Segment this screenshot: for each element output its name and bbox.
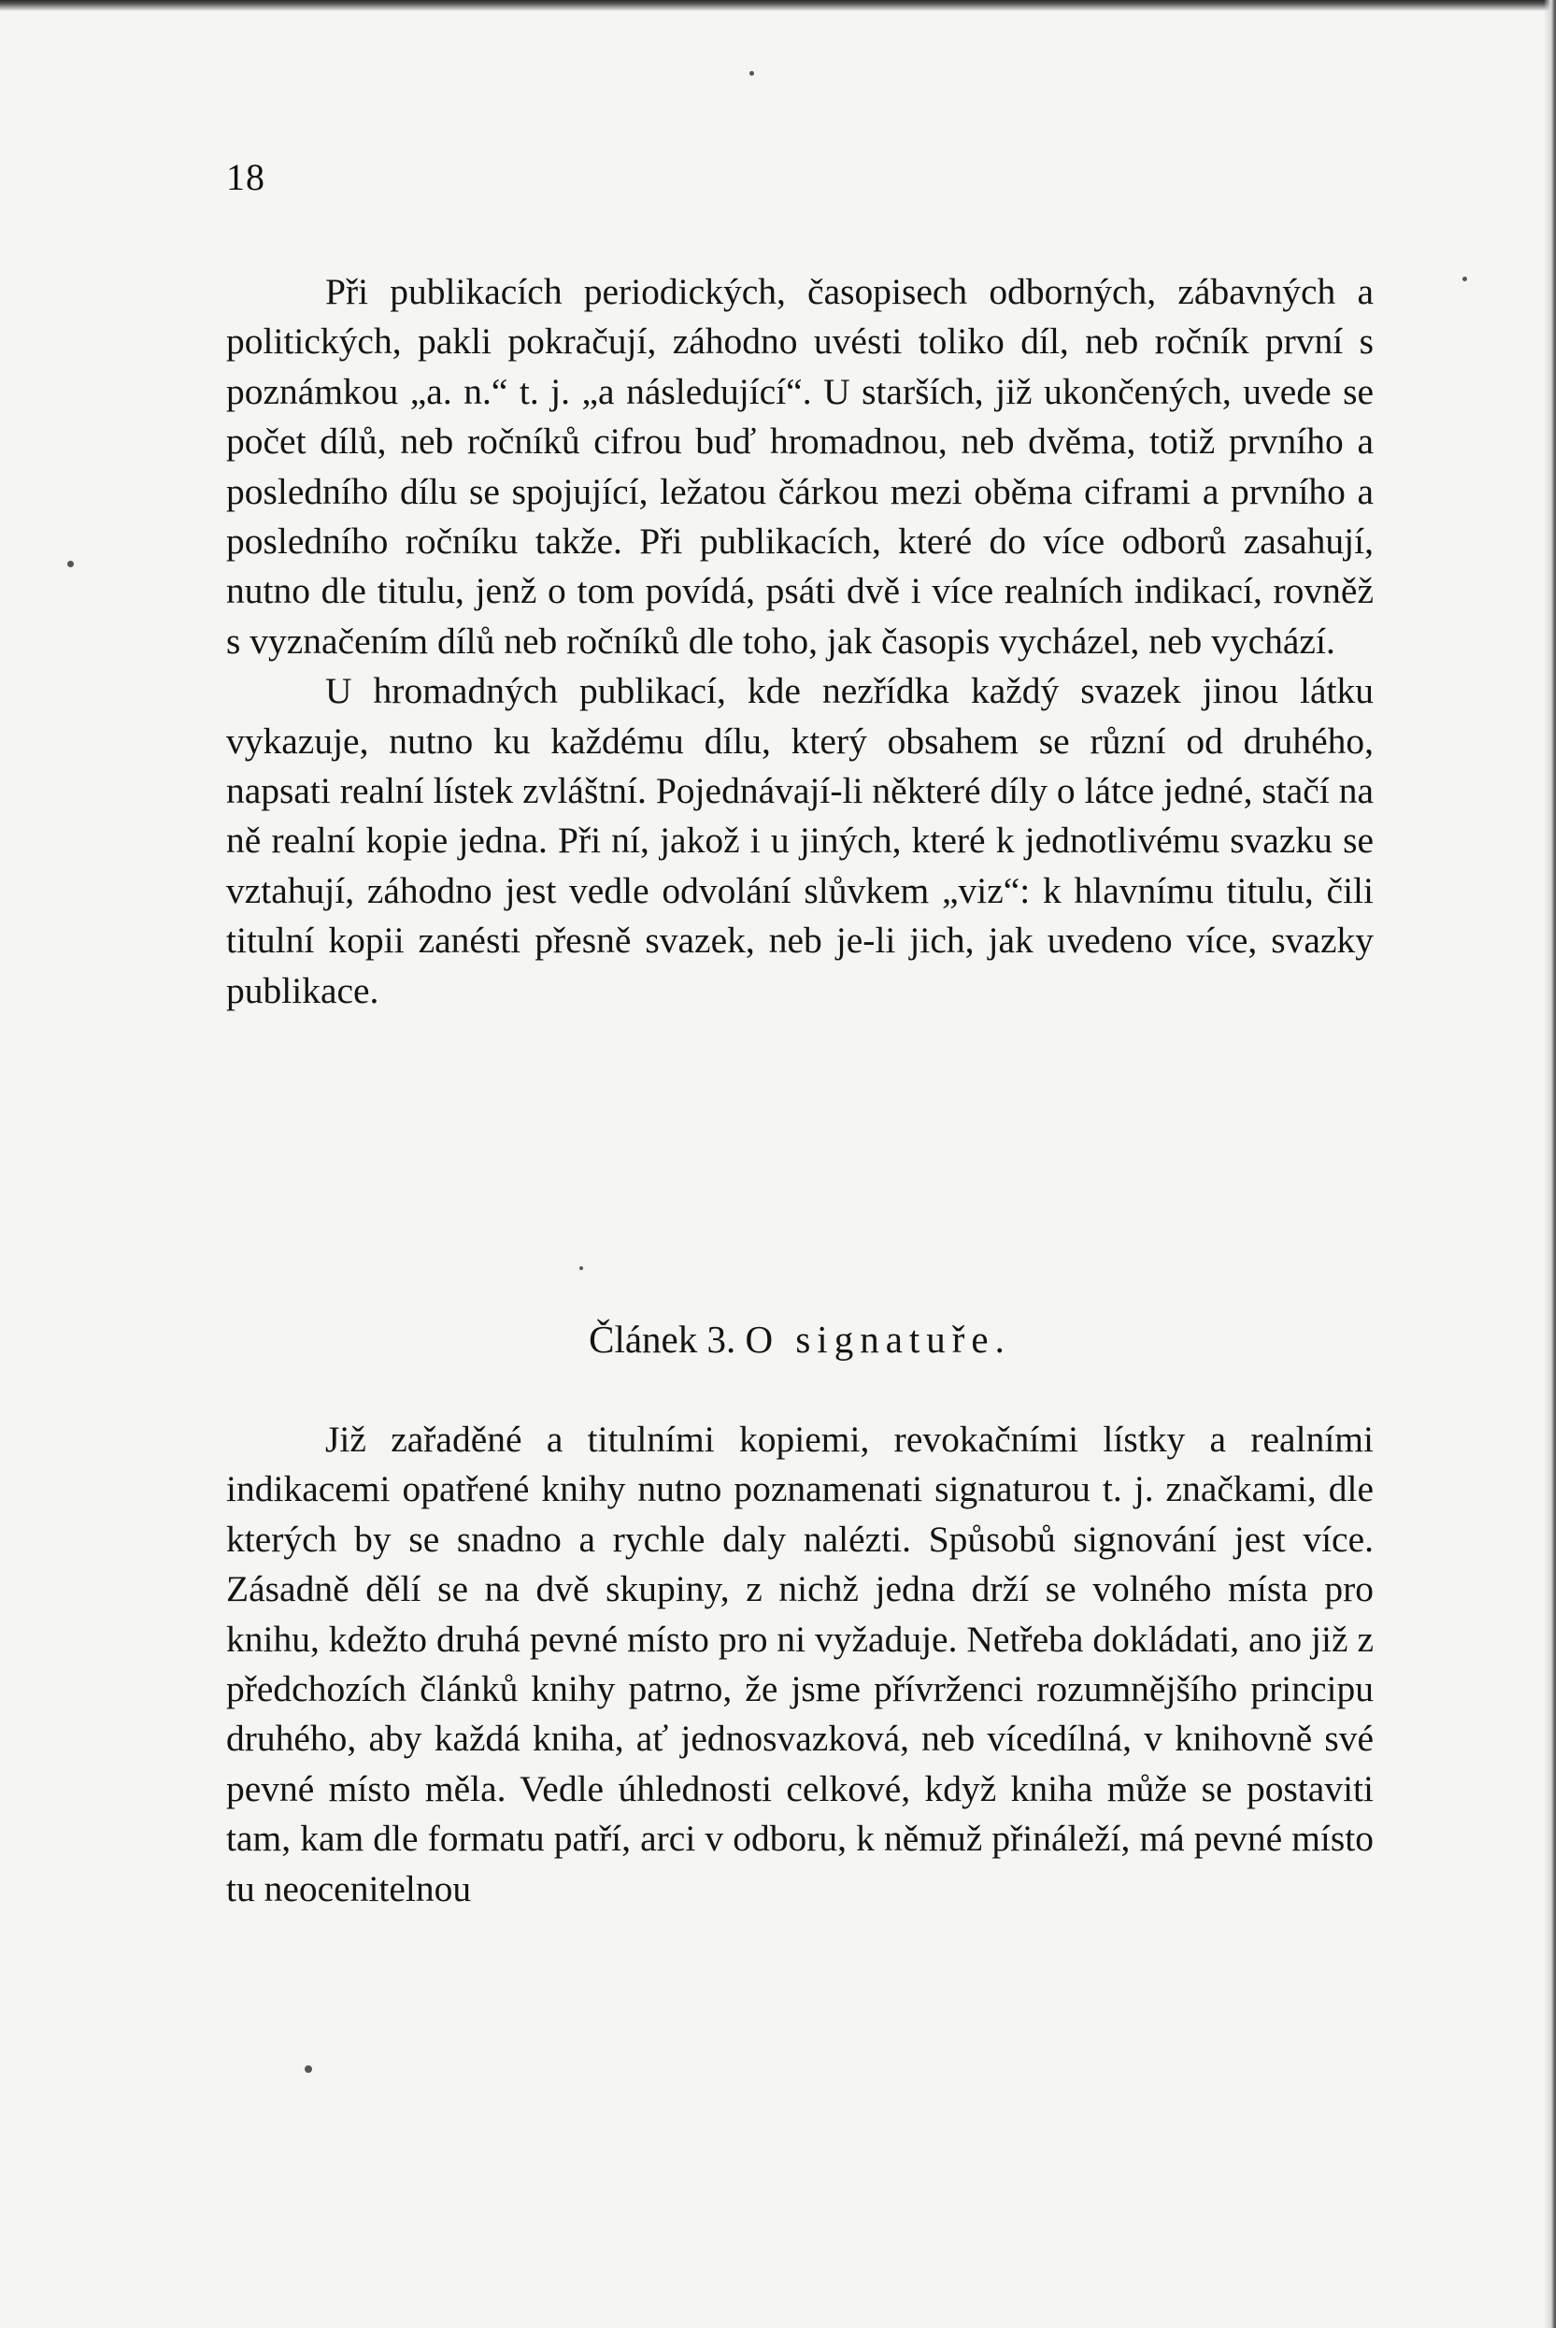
paragraph: Již zařaděné a titulními kopiemi, revokačními lístky a realními indikacemi opatřené knihy nutno poznamenati signaturou t. j. značkami, dle kterých by se snadno a rychle daly nalézti. Spůsobů signování jest více. Zásadně dělí se na dvě skupiny, z nichž jedna drží se volného místa pro knihu, kdežto druhá pevné místo pro ni vyžaduje. Netřeba dokládati, ano již z předchozích článků knihy patrno, že jsme přívrženci rozumnějšího principu druhého, aby každá kniha, ať jednosvazková, neb vícedílná, v knihovně své pevné místo měla. Vedle úhlednosti celkové, když kniha může se postaviti tam, kam dle formatu patří, arci v odboru, k němuž přináleží, má pevné místo tu neocenitelnou [226,1419,1374,1909]
paper-speck [579,1266,583,1270]
scan-top-edge [0,0,1556,11]
paragraph: Při publikacích periodických, časopisech odborných, zábavných a politických, pakli pokračují, záhodno uvésti toliko díl, neb ročník první s poznámkou „a. n.“ t. j. „a následující“. U starších, již ukončených, uvede se počet dílů, neb ročníků cifrou buď hromadnou, neb dvěma, totiž prvního a posledního dílu se spojující, ležatou čárkou mezi oběma ciframi a prvního a posledního ročníku takže. Při publikacích, které do více odborů zasahují, nutno dle titulu, jenž o tom povídá, psáti dvě i více realních indikací, rovněž s vyznačením dílů neb ročníků dle toho, jak časopis vycházel, neb vychází. [226,271,1374,662]
section-title: O signatuře. [745,1318,1011,1361]
page-number: 18 [226,156,265,198]
body-text-top [226,267,1374,1016]
paper-speck [1462,277,1467,281]
body-text-bottom [226,1415,1374,1914]
paragraph: U hromadných publikací, kde nezřídka každý svazek jinou látku vykazuje, nutno ku každému dílu, který obsahem se různí od druhého, napsati realní lístek zvláštní. Pojednávají-li některé díly o látce jedné, stačí na ně realní kopie jedna. Při ní, jakož i u jiných, které k jednotlivému svazku se vztahují, záhodno jest vedle odvolání slůvkem „viz“: k hlavnímu titulu, čili titulní kopii zanésti přesně svazek, neb je-li jich, jak uvedeno více, svazky publikace. [226,670,1374,1011]
paper-speck [305,2065,312,2073]
paper-speck [749,71,754,76]
paper-speck [67,561,74,567]
section-label: Článek 3. [589,1318,736,1361]
scan-right-edge [1544,0,1556,2328]
section-heading [226,1316,1374,1363]
